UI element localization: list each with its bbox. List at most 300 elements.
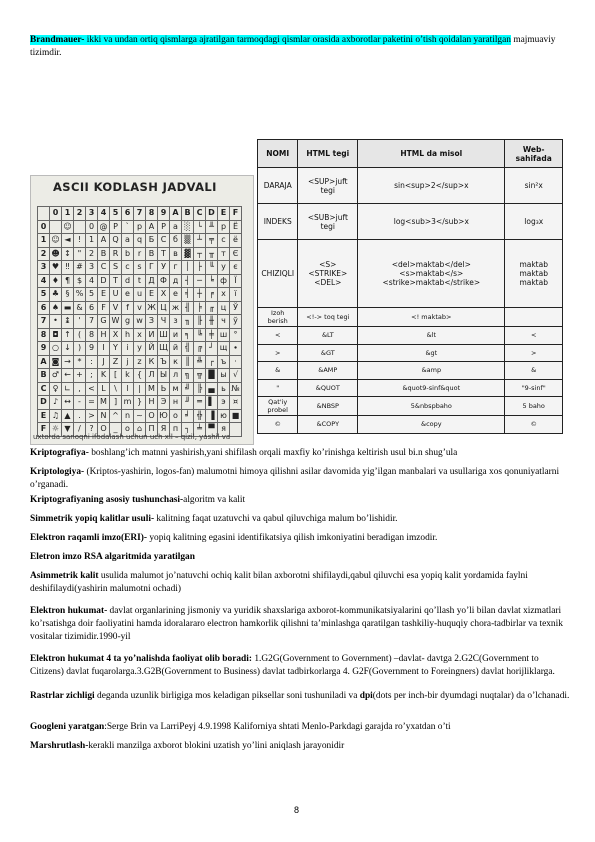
ascii-cell: c xyxy=(122,261,134,275)
ascii-cell: | xyxy=(134,382,146,396)
ascii-cell: ф xyxy=(218,274,230,288)
ascii-cell: t xyxy=(134,274,146,288)
ascii-cell: └ xyxy=(194,220,206,234)
html-table-row xyxy=(258,344,563,362)
html-table-cell: &gt xyxy=(358,344,505,362)
ascii-cell: 8 xyxy=(38,328,50,342)
ascii-cell: ┐ xyxy=(182,423,194,437)
ascii-cell: к xyxy=(170,355,182,369)
ascii-cell: л xyxy=(170,369,182,383)
ascii-cell: и xyxy=(170,328,182,342)
ascii-header-row xyxy=(38,207,242,221)
ascii-cell: ♦ xyxy=(50,274,62,288)
ascii-cell: s xyxy=(134,261,146,275)
ascii-cell: а xyxy=(170,220,182,234)
ascii-cell: Ї xyxy=(230,274,242,288)
ascii-cell: ; xyxy=(86,369,98,383)
html-table-cell: &quot9-sinf&quot xyxy=(358,379,505,397)
ascii-cell: 2 xyxy=(74,207,86,221)
ascii-cell: ▐ xyxy=(206,409,218,423)
ascii-cell: 1 xyxy=(62,207,74,221)
ascii-cell: ▲ xyxy=(62,409,74,423)
ascii-cell: e xyxy=(122,288,134,302)
ascii-cell: р xyxy=(218,220,230,234)
ascii-cell: 7 xyxy=(38,315,50,329)
ascii-cell: ┼ xyxy=(194,288,206,302)
ascii-cell: ' xyxy=(74,315,86,329)
html-table-cell: Qat'iy probel xyxy=(258,397,298,416)
ascii-cell: Є xyxy=(230,247,242,261)
ascii-cell: $ xyxy=(74,274,86,288)
ascii-cell: ) xyxy=(74,342,86,356)
ascii-cell: n xyxy=(122,409,134,423)
intro-highlight-text: ikki va undan ortiq qismlarga ajratilgan tarmoqdagi qismlar orasida axborotlar paketini o’tish qoidalan yaratilgan xyxy=(84,35,511,46)
html-table-cell: &AMP xyxy=(298,362,358,380)
ascii-row xyxy=(38,315,242,329)
ascii-cell: Г xyxy=(146,261,158,275)
ascii-cell: с xyxy=(218,234,230,248)
ascii-cell: ∟ xyxy=(62,382,74,396)
definition-term: Elektron hukumat 4 ta yo’nalishda faoliyat olib boradi: xyxy=(30,654,253,664)
ascii-cell: И xyxy=(146,328,158,342)
definition-paragraph xyxy=(30,690,570,703)
ascii-cell: 9 xyxy=(86,342,98,356)
ascii-cell: ё xyxy=(230,234,242,248)
ascii-cell: _ xyxy=(110,423,122,437)
ascii-cell: h xyxy=(122,328,134,342)
ascii-cell: 6 xyxy=(38,301,50,315)
ascii-cell: ╦ xyxy=(194,369,206,383)
html-table-cell: INDEKS xyxy=(258,204,298,240)
ascii-cell: # xyxy=(74,261,86,275)
ascii-row xyxy=(38,234,242,248)
ascii-cell: ^ xyxy=(110,409,122,423)
definition-paragraph xyxy=(30,466,570,492)
ascii-cell: W xyxy=(110,315,122,329)
html-entities-table xyxy=(257,139,563,434)
ascii-cell: Х xyxy=(158,288,170,302)
ascii-cell: Ы xyxy=(158,369,170,383)
ascii-table-image xyxy=(30,175,254,445)
definition-term: Eletron imzo RSA algaritmida yaratilgan xyxy=(30,552,195,562)
html-table-cell: &amp xyxy=(358,362,505,380)
html-table-cell: > xyxy=(258,344,298,362)
html-table-row xyxy=(258,362,563,380)
ascii-cell: C xyxy=(38,382,50,396)
definition-text: yopiq kalitning egasini identifikatsiya qilish imkoniyatini beradigan imzodir. xyxy=(147,533,438,543)
ascii-cell: 8 xyxy=(86,328,98,342)
definition-term: Asimmetrik kalit xyxy=(30,571,99,581)
ascii-cell: █ xyxy=(206,369,218,383)
ascii-cell: 0 xyxy=(86,220,98,234)
ascii-cell: ○ xyxy=(50,342,62,356)
ascii-cell: ▓ xyxy=(182,247,194,261)
ascii-cell: ї xyxy=(230,288,242,302)
html-table-cell: sin²x xyxy=(505,168,563,204)
ascii-cell: C xyxy=(98,261,110,275)
ascii-cell: 2 xyxy=(86,247,98,261)
ascii-cell: ╓ xyxy=(206,301,218,315)
html-table-cell: <SUP>juft tegi xyxy=(298,168,358,204)
html-table-cell: CHIZIQLI xyxy=(258,240,298,308)
ascii-cell: b xyxy=(122,247,134,261)
ascii-cell: ▒ xyxy=(182,234,194,248)
ascii-cell: б xyxy=(170,234,182,248)
ascii-cell: К xyxy=(146,355,158,369)
ascii-cell xyxy=(230,423,242,437)
ascii-cell: Ё xyxy=(230,220,242,234)
ascii-cell: x xyxy=(134,328,146,342)
ascii-cell: Е xyxy=(146,288,158,302)
ascii-cell: D xyxy=(38,396,50,410)
html-table-row xyxy=(258,168,563,204)
ascii-cell: Я xyxy=(158,423,170,437)
ascii-cell: Ў xyxy=(230,301,242,315)
ascii-cell: З xyxy=(146,315,158,329)
ascii-cell: │ xyxy=(182,261,194,275)
ascii-cell: 3 xyxy=(86,207,98,221)
html-table-cell: 5&nbspbaho xyxy=(358,397,505,416)
ascii-cell: G xyxy=(98,315,110,329)
definition-text: boshlang’ich matnni yashirish,yani shifilash orqali maxfiy ko’rinishga keltirish usul bi.n shug’ula xyxy=(88,448,458,458)
ascii-cell: · xyxy=(230,355,242,369)
ascii-cell: ╧ xyxy=(194,423,206,437)
ascii-grid xyxy=(37,206,242,437)
ascii-cell: V xyxy=(110,301,122,315)
ascii-cell: ◙ xyxy=(50,355,62,369)
html-table-row xyxy=(258,327,563,345)
ascii-row xyxy=(38,355,242,369)
ascii-cell: i xyxy=(122,342,134,356)
ascii-cell: z xyxy=(134,355,146,369)
html-table-cell: © xyxy=(258,416,298,434)
ascii-row xyxy=(38,342,242,356)
ascii-cell: ◘ xyxy=(50,328,62,342)
ascii-cell xyxy=(38,207,50,221)
ascii-cell: ↨ xyxy=(62,315,74,329)
ascii-cell: X xyxy=(110,328,122,342)
ascii-cell: ъ xyxy=(218,355,230,369)
ascii-cell: ы xyxy=(218,369,230,383)
ascii-cell: й xyxy=(170,342,182,356)
ascii-cell xyxy=(50,220,62,234)
ascii-cell: О xyxy=(146,409,158,423)
ascii-cell: T xyxy=(110,274,122,288)
ascii-cell: ↑ xyxy=(62,328,74,342)
ascii-cell: ▬ xyxy=(62,301,74,315)
ascii-cell: ┌ xyxy=(206,355,218,369)
ascii-cell: ─ xyxy=(194,274,206,288)
definition-paragraph xyxy=(30,551,570,564)
ascii-table-title: ASCII KODLASH JADVALI xyxy=(53,180,217,194)
html-table-cell: &copy xyxy=(358,416,505,434)
definition-term: Elektron hukumat- xyxy=(30,606,108,616)
ascii-cell: № xyxy=(230,382,242,396)
ascii-cell: d xyxy=(122,274,134,288)
ascii-cell: т xyxy=(218,247,230,261)
ascii-cell: е xyxy=(170,288,182,302)
ascii-cell: o xyxy=(122,423,134,437)
ascii-cell: ♥ xyxy=(50,261,62,275)
ascii-cell: § xyxy=(62,288,74,302)
ascii-cell: l xyxy=(122,382,134,396)
html-table-cell: <!-> toq tegi xyxy=(298,308,358,327)
ascii-cell: \ xyxy=(110,382,122,396)
ascii-cell: ═ xyxy=(194,396,206,410)
ascii-cell: 4 xyxy=(98,207,110,221)
ascii-cell: C xyxy=(194,207,206,221)
ascii-cell: N xyxy=(98,409,110,423)
ascii-cell: ю xyxy=(218,409,230,423)
ascii-cell: O xyxy=(98,423,110,437)
html-table-header: NOMI xyxy=(258,140,298,168)
ascii-cell: ╪ xyxy=(206,328,218,342)
ascii-cell: - xyxy=(74,396,86,410)
ascii-cell: D xyxy=(206,207,218,221)
ascii-cell: % xyxy=(74,288,86,302)
ascii-cell: 5 xyxy=(110,207,122,221)
ascii-cell: В xyxy=(146,247,158,261)
ascii-cell: E xyxy=(98,288,110,302)
ascii-cell: Ш xyxy=(158,328,170,342)
intro-rest: majmuaviy tizimdir. xyxy=(30,35,556,59)
ascii-cell: ╨ xyxy=(206,220,218,234)
ascii-cell: L xyxy=(98,382,110,396)
ascii-row xyxy=(38,220,242,234)
ascii-row xyxy=(38,396,242,410)
ascii-cell: ] xyxy=(110,396,122,410)
ascii-cell: ↕ xyxy=(62,247,74,261)
ascii-cell: w xyxy=(134,315,146,329)
ascii-cell: ╒ xyxy=(206,288,218,302)
ascii-cell: [ xyxy=(110,369,122,383)
ascii-cell: S xyxy=(110,261,122,275)
ascii-cell: ╩ xyxy=(194,355,206,369)
ascii-cell: → xyxy=(62,355,74,369)
ascii-cell: 5 xyxy=(38,288,50,302)
definition-text: kerakli manzilga axborot blokini uzatish yo’lini aniqlash jarayonidir xyxy=(88,741,345,751)
ascii-cell: B xyxy=(38,369,50,383)
ascii-cell: R xyxy=(110,247,122,261)
ascii-cell: ☻ xyxy=(50,247,62,261)
ascii-cell: У xyxy=(158,261,170,275)
ascii-cell: ╫ xyxy=(206,315,218,329)
ascii-cell: ь xyxy=(218,382,230,396)
ascii-cell: a xyxy=(122,234,134,248)
ascii-cell: ╢ xyxy=(182,301,194,315)
ascii-cell: А xyxy=(146,220,158,234)
html-table-row xyxy=(258,308,563,327)
html-table-cell: < xyxy=(258,327,298,345)
ascii-cell: Ь xyxy=(158,382,170,396)
ascii-cell: ╛ xyxy=(182,409,194,423)
definition-term: Kriptografiyaning asosiy tushunchasi- xyxy=(30,495,184,505)
ascii-cell: A xyxy=(38,355,50,369)
ascii-cell: ┴ xyxy=(194,234,206,248)
ascii-cell: Ж xyxy=(146,301,158,315)
ascii-cell: m xyxy=(122,396,134,410)
html-table-row xyxy=(258,397,563,416)
definition-term: Rastrlar zichligi xyxy=(30,691,95,701)
ascii-cell: 7 xyxy=(86,315,98,329)
ascii-cell: 4 xyxy=(38,274,50,288)
ascii-cell: ╝ xyxy=(182,382,194,396)
ascii-cell: q xyxy=(134,234,146,248)
html-table-header: Web-sahifada xyxy=(505,140,563,168)
html-table-cell: > xyxy=(505,344,563,362)
ascii-cell: Ч xyxy=(158,315,170,329)
ascii-cell: М xyxy=(146,382,158,396)
ascii-cell: ╙ xyxy=(206,261,218,275)
intro-term: Brandmauer- xyxy=(30,35,85,46)
ascii-cell: ▌ xyxy=(206,396,218,410)
definition-text: usulida malumot jo’natuvchi ochiq kalit bilan axborotni shifilaydi,qabul qiluvchi esa yopiq kalit yordamida faylni deshifilaydi(yashirin malumotni ochadi) xyxy=(30,571,528,594)
ascii-cell: з xyxy=(170,315,182,329)
html-table-cell: &NBSP xyxy=(298,397,358,416)
ascii-cell: 2 xyxy=(38,247,50,261)
ascii-cell: 9 xyxy=(38,342,50,356)
definition-paragraph xyxy=(30,740,570,753)
html-table-cell: © xyxy=(505,416,563,434)
ascii-cell: 3 xyxy=(38,261,50,275)
ascii-cell: ┘ xyxy=(206,342,218,356)
definition-paragraph xyxy=(30,513,570,526)
ascii-cell: Y xyxy=(110,342,122,356)
ascii-cell: Ф xyxy=(158,274,170,288)
ascii-cell: ☺ xyxy=(50,234,62,248)
ascii-cell: П xyxy=(146,423,158,437)
ascii-cell: r xyxy=(134,247,146,261)
ascii-cell: ? xyxy=(86,423,98,437)
ascii-cell: Й xyxy=(146,342,158,356)
ascii-cell: , xyxy=(74,382,86,396)
ascii-cell: A xyxy=(170,207,182,221)
ascii-cell: Т xyxy=(158,247,170,261)
html-table-cell: sin<sup>2</sup>x xyxy=(358,168,505,204)
ascii-cell: M xyxy=(98,396,110,410)
html-table-cell: <! maktab> xyxy=(358,308,505,327)
ascii-cell: { xyxy=(134,369,146,383)
ascii-cell: ╕ xyxy=(182,328,194,342)
ascii-cell: ╔ xyxy=(194,342,206,356)
ascii-cell: ч xyxy=(218,315,230,329)
ascii-row xyxy=(38,247,242,261)
ascii-cell xyxy=(74,220,86,234)
definition-paragraph xyxy=(30,721,570,734)
ascii-cell: J xyxy=(98,355,110,369)
ascii-cell: p xyxy=(134,220,146,234)
ascii-cell: √ xyxy=(230,369,242,383)
ascii-cell: я xyxy=(218,423,230,437)
ascii-cell: ■ xyxy=(230,409,242,423)
ascii-row xyxy=(38,288,242,302)
ascii-row xyxy=(38,301,242,315)
ascii-cell: ц xyxy=(218,301,230,315)
ascii-cell: С xyxy=(158,234,170,248)
html-table-cell: maktab maktab maktab xyxy=(505,240,563,308)
ascii-cell: g xyxy=(122,315,134,329)
ascii-cell: * xyxy=(74,355,86,369)
html-table-cell: <del>maktab</del> <s>maktab</s> <strike>maktab</strike> xyxy=(358,240,505,308)
ascii-cell: 6 xyxy=(86,301,98,315)
ascii-cell: Н xyxy=(146,396,158,410)
definition-text: (Kriptos-yashirin, logos-fan) malumotni himoya qilishni asilar davomida yig’ilgan manbalari va usullariga xos qonuniyatlarni o’rganadi. xyxy=(30,467,560,490)
ascii-cell: ╚ xyxy=(194,328,206,342)
ascii-cell: I xyxy=(98,342,110,356)
ascii-cell: ← xyxy=(62,369,74,383)
ascii-cell: ╗ xyxy=(182,369,194,383)
html-table-row xyxy=(258,379,563,397)
ascii-cell: щ xyxy=(218,342,230,356)
ascii-cell: F xyxy=(38,423,50,437)
ascii-cell: F xyxy=(98,301,110,315)
ascii-cell: ▼ xyxy=(62,423,74,437)
ascii-cell: ◄ xyxy=(62,234,74,248)
ascii-cell: ! xyxy=(74,234,86,248)
ascii-cell: ш xyxy=(218,328,230,342)
ascii-cell: . xyxy=(74,409,86,423)
ascii-row xyxy=(38,409,242,423)
html-table-row xyxy=(258,416,563,434)
definition-term: Marshrutlash- xyxy=(30,741,89,751)
ascii-cell: х xyxy=(218,288,230,302)
ascii-cell: 0 xyxy=(50,207,62,221)
html-table-cell: <S> <STRIKE> <DEL> xyxy=(298,240,358,308)
html-table-cell: 5 baho xyxy=(505,397,563,416)
ascii-cell: 0 xyxy=(38,220,50,234)
ascii-cell: ♀ xyxy=(50,382,62,396)
page-number: 8 xyxy=(294,805,300,815)
html-table-header: HTML tegi xyxy=(298,140,358,168)
ascii-cell: ╘ xyxy=(206,274,218,288)
ascii-cell: 8 xyxy=(146,207,158,221)
ascii-cell: Р xyxy=(158,220,170,234)
ascii-cell: Л xyxy=(146,369,158,383)
ascii-cell: м xyxy=(170,382,182,396)
ascii-cell: @ xyxy=(98,220,110,234)
ascii-cell: j xyxy=(122,355,134,369)
html-table-header-row xyxy=(258,140,563,168)
definition-text: kalitning faqat uzatuvchi va qabul qiluvchiga malum bo’lishidir. xyxy=(154,514,398,524)
ascii-cell: E xyxy=(38,409,50,423)
ascii-cell: Ц xyxy=(158,301,170,315)
ascii-cell: ~ xyxy=(134,409,146,423)
html-table-cell: & xyxy=(258,362,298,380)
ascii-cell: E xyxy=(218,207,230,221)
ascii-cell: A xyxy=(98,234,110,248)
html-table-cell: <SUB>juft tegi xyxy=(298,204,358,240)
ascii-cell: ♠ xyxy=(50,301,62,315)
ascii-cell: н xyxy=(170,396,182,410)
ascii-cell: 7 xyxy=(134,207,146,221)
ascii-cell: ♪ xyxy=(50,396,62,410)
ascii-cell: ╞ xyxy=(194,301,206,315)
definition-text: :Serge Brin va LarriPeyj 4.9.1998 Kaliforniya shtati Menlo-Parkdagi garajda ro’yxatdan o’ti xyxy=(104,722,451,732)
html-table-row xyxy=(258,204,563,240)
ascii-cell: ♂ xyxy=(50,369,62,383)
ascii-cell: + xyxy=(74,369,86,383)
ascii-cell: ║ xyxy=(182,355,194,369)
html-table-cell: &GT xyxy=(298,344,358,362)
ascii-cell: ╟ xyxy=(194,315,206,329)
ascii-cell: ╬ xyxy=(194,409,206,423)
ascii-cell: ў xyxy=(230,315,242,329)
ascii-cell: ( xyxy=(74,328,86,342)
definition-text: davlat organlarining jismoniy va yuridik shaxslariga axborot-kommunikatsiyalarini qo’llash yo’li bilan davlat xizmatlari ko’rsatishga doir faoliyatini hamda idoralararo electron hamkorlik qilishni ta’minlashga qaratilgan tashkiliy-huquqiy chora-tadbirlar va texnik vositalar tizimidir.1990-yil xyxy=(30,606,563,642)
definition-paragraph xyxy=(30,494,570,507)
ascii-cell: Б xyxy=(146,234,158,248)
ascii-cell: в xyxy=(170,247,182,261)
